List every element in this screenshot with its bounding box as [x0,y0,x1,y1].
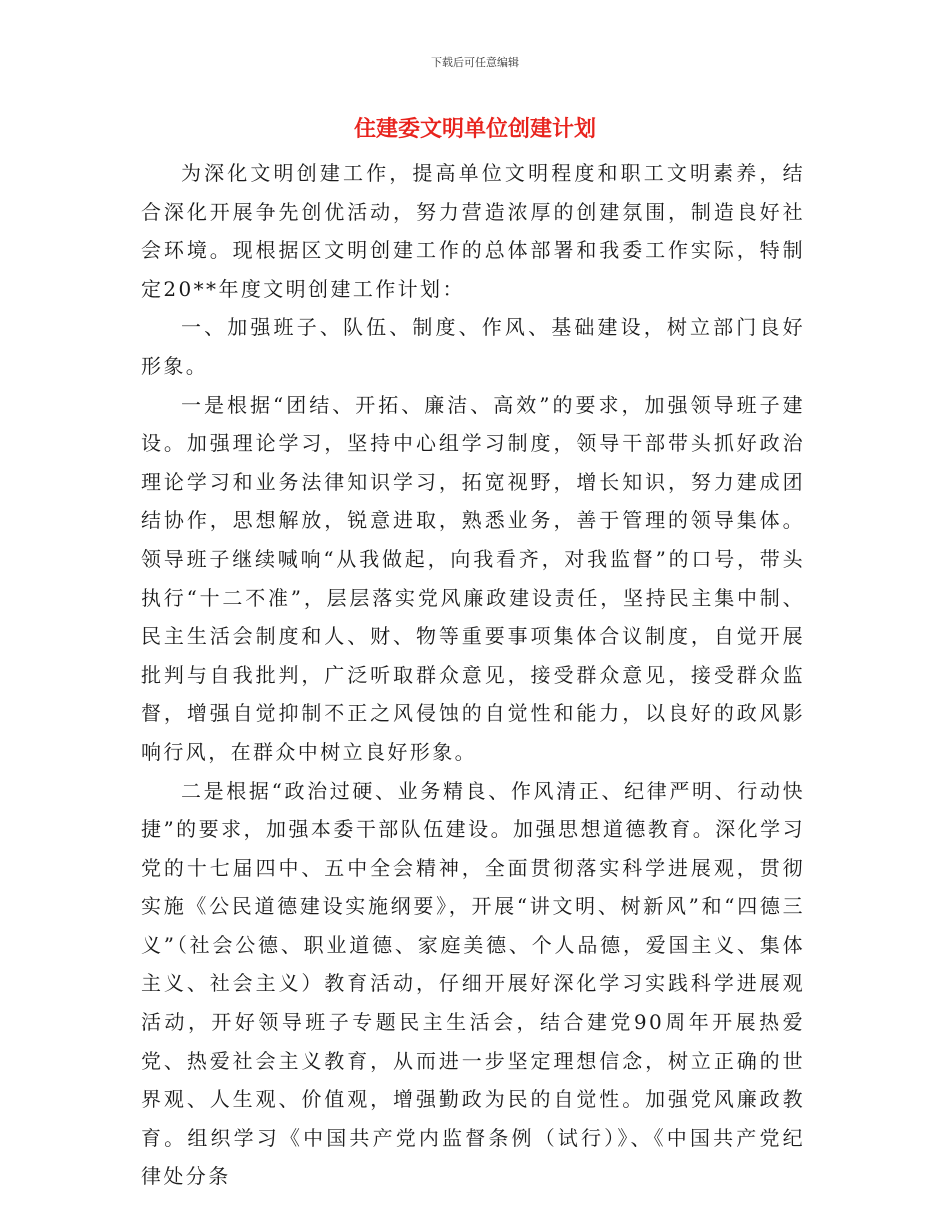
paragraph-point-two: 二是根据“政治过硬、业务精良、作风清正、纪律严明、行动快捷”的要求，加强本委干部队伍建设。加强思想道德教育。深化学习党的十七届四中、五中全会精神，全面贯彻落实科学进展观，贯彻实施《公民道德建设实施纲要》，开展“讲文明、树新风”和“四德三义”（社会公德、职业道德、家庭美德、个人品德，爱国主义、集体主义、社会主义）教育活动，仔细开展好深化学习实践科学进展观活动，开好领导班子专题民主生活会，结合建党90周年开展热爱党、热爱社会主义教育，从而进一步坚定理想信念，树立正确的世界观、人生观、价值观，增强勤政为民的自觉性。加强党风廉政教育。组织学习《中国共产党内监督条例（试行）》、《中国共产党纪律处分条 [141,778,805,1189]
document-body [141,154,805,1196]
paragraph-intro: 为深化文明创建工作，提高单位文明程度和职工文明素养，结合深化开展争先创优活动，努力营造浓厚的创建氛围，制造良好社会环境。现根据区文明创建工作的总体部署和我委工作实际，特制定20**年度文明创建工作计划： [141,161,805,301]
paragraph-section-one-heading: 一、加强班子、队伍、制度、作风、基础建设，树立部门良好形象。 [141,315,805,378]
header-note: 下载后可任意编辑 [431,56,519,69]
document-title: 住建委文明单位创建计划 [353,117,596,142]
paragraph-point-one: 一是根据“团结、开拓、廉洁、高效”的要求，加强领导班子建设。加强理论学习，坚持中心组学习制度，领导干部带头抓好政治理论学习和业务法律知识学习，拓宽视野，增长知识，努力建成团结协作，思想解放，锐意进取，熟悉业务，善于管理的领导集体。领导班子继续喊响“从我做起，向我看齐，对我监督”的口号，带头执行“十二不准”，层层落实党风廉政建设责任，坚持民主集中制、民主生活会制度和人、财、物等重要事项集体合议制度，自觉开展批判与自我批判，广泛听取群众意见，接受群众意见，接受群众监督，增强自觉抑制不正之风侵蚀的自觉性和能力，以良好的政风影响行风，在群众中树立良好形象。 [141,392,805,764]
